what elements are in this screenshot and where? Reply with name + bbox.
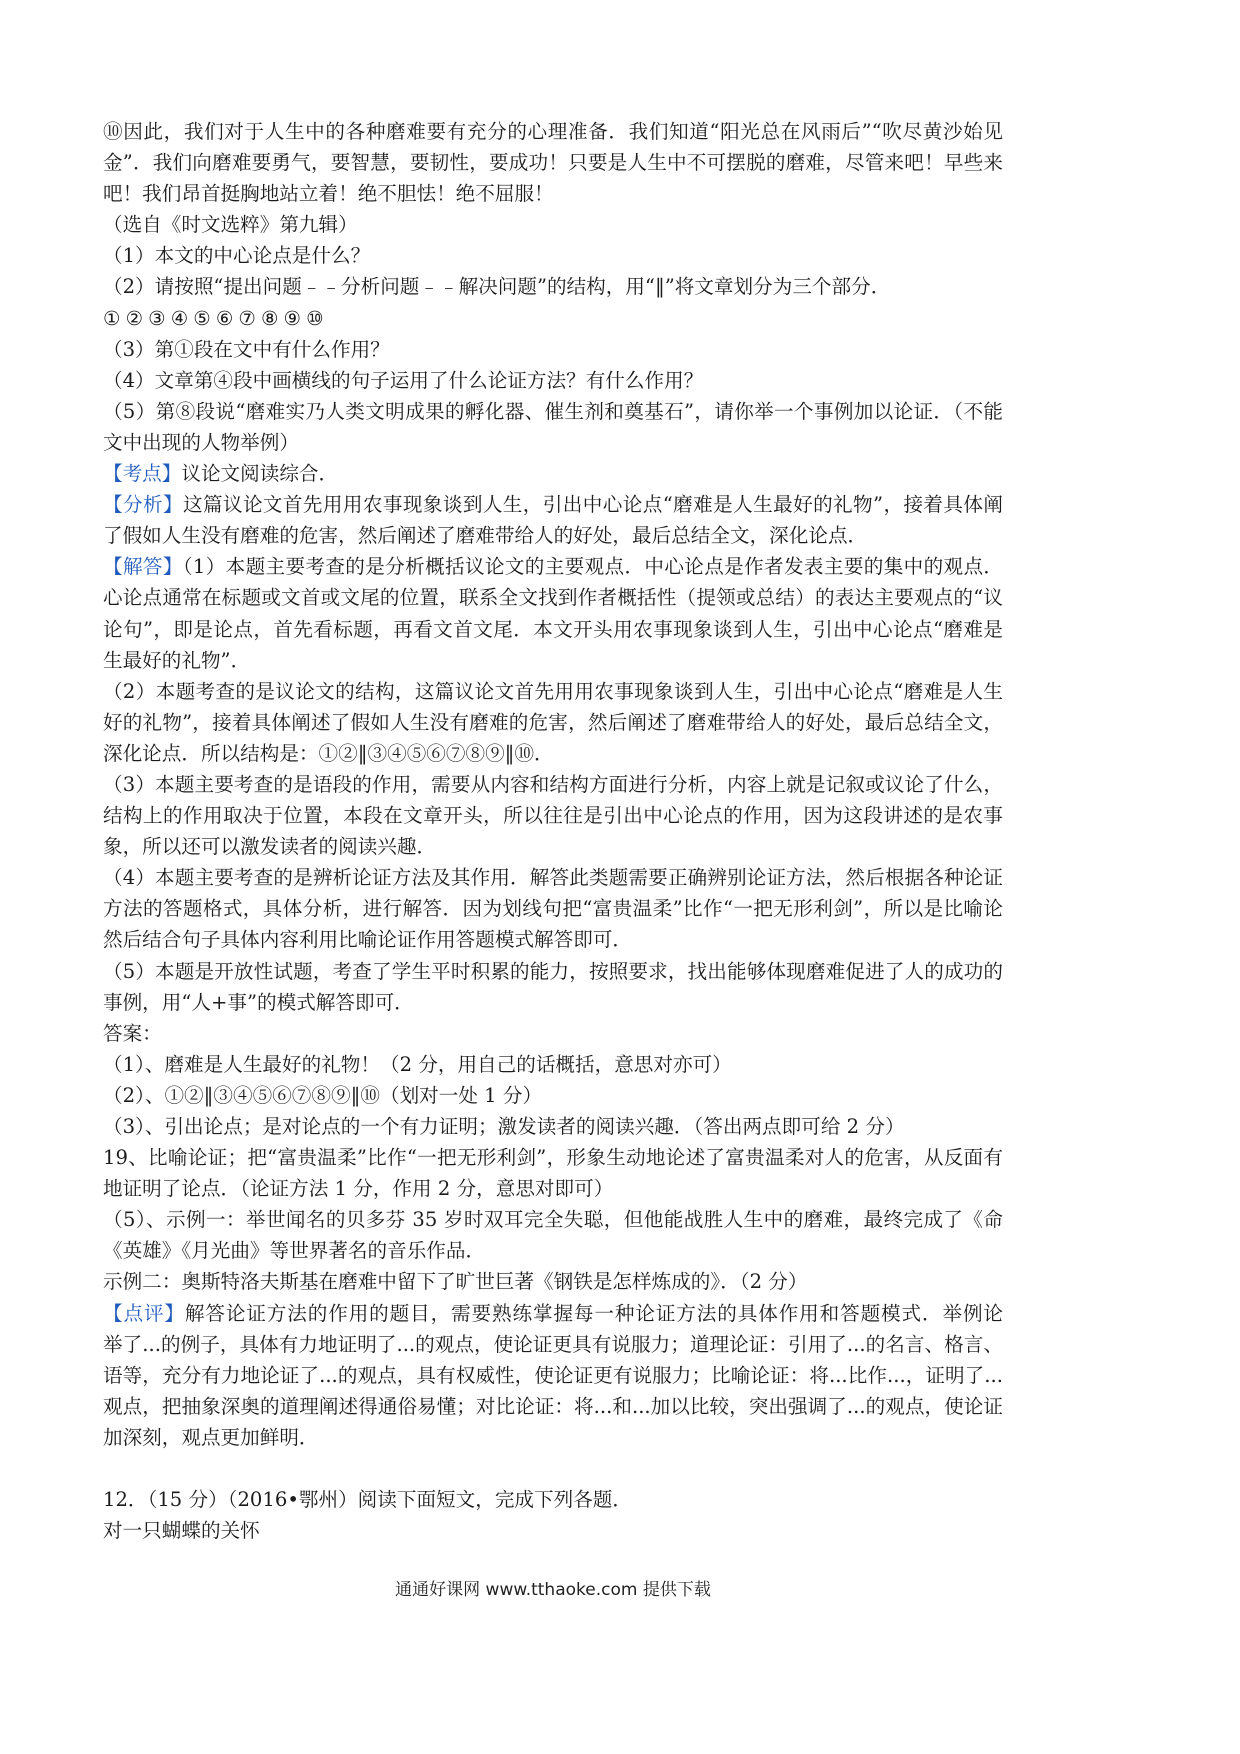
answer-line: （5）、示例一：举世闻名的贝多芬 35 岁时双耳完全失聪，但他能战胜人生中的磨难，最终完成了《命: [103, 1208, 1003, 1232]
solution-line: 然后结合句子具体内容利用比喻论证作用答题模式解答即可．: [103, 928, 633, 952]
answer-line: 19、比喻论证；把“富贵温柔”比作“一把无形利剑”，形象生动地论述了富贵温柔对人的危害，从反面有: [103, 1146, 1003, 1170]
source-note: （选自《时文选粹》第九辑）: [103, 213, 358, 237]
comment-line: 加深刻，观点更加鲜明．: [103, 1425, 319, 1449]
solution-line: 结构上的作用取决于位置，本段在文章开头，所以往往是引出中心论点的作用，因为这段讲述的是农事: [103, 804, 1003, 828]
question-line: 文中出现的人物举例）: [103, 430, 299, 454]
paragraph-10-line: 吧！我们昂首挺胸地站立着！绝不胆怯！绝不屈服！: [103, 182, 554, 206]
question-line: （4）文章第④段中画横线的句子运用了什么论证方法？有什么作用？: [103, 368, 704, 392]
blank-line: [103, 1453, 1003, 1484]
solution-line: 事例，用“人+事”的模式解答即可．: [103, 990, 414, 1014]
solution-line: 论句”，即是论点，首先看标题，再看文首文尾．本文开头用农事现象谈到人生，引出中心论点“磨难是: [103, 617, 1003, 641]
answer-line: （3）、引出论点；是对论点的一个有力证明；激发读者的阅读兴趣．（答出两点即可给 2 分）: [103, 1115, 905, 1138]
solution-line: （2）本题考查的是议论文的结构，这篇议论文首先用用农事现象谈到人生，引出中心论点“磨难是人生: [103, 679, 1003, 703]
solution-line: 深化论点．所以结构是：①②‖③④⑤⑥⑦⑧⑨‖⑩．: [103, 741, 554, 765]
solution-line: （4）本题主要考查的是辨析论证方法及其作用．解答此类题需要正确辨别论证方法，然后根据各种论证: [103, 866, 1003, 890]
solution-line: [103, 551, 1003, 582]
text-column: [103, 116, 1003, 1546]
question-12-header: 12．（15 分）（2016•鄂州）阅读下面短文，完成下列各题．: [103, 1488, 632, 1512]
solution-line: （3）本题主要考查的是语段的作用，需要从内容和结构方面进行分析，内容上就是记叙或议论了什么，: [103, 772, 1003, 796]
answer-line: （1）、磨难是人生最好的礼物！（2 分，用自己的话概括，意思对亦可）: [103, 1052, 732, 1076]
answer-line: 示例二：奥斯特洛夫斯基在磨难中留下了旷世巨著《钢铁是怎样炼成的》．（2 分）: [103, 1270, 808, 1294]
comment-line: 观点，把抽象深奥的道理阐述得通俗易懂；对比论证：将...和...加以比较，突出强调了...的观点，使论证: [103, 1394, 1003, 1418]
analysis-line: [103, 489, 1003, 520]
comment-line: 语等，充分有力地论证了...的观点，具有权威性，使论证更有说服力；比喻论证：将...比作...，证明了...: [103, 1363, 1003, 1387]
solution-line: 心论点通常在标题或文首或文尾的位置，联系全文找到作者概括性（提领或总结）的表达主要观点的“议: [103, 586, 1003, 610]
answer-heading: 答案：: [103, 1021, 162, 1045]
answer-line: 地证明了论点．（论证方法 1 分，作用 2 分，意思对即可）: [103, 1177, 614, 1201]
answer-line: 《英雄》《月光曲》等世界著名的音乐作品．: [103, 1239, 486, 1263]
section-tag-fenxi: 【分析】: [103, 493, 183, 517]
section-tag-dianping: 【点评】: [103, 1301, 185, 1325]
solution-line: 方法的答题格式，具体分析，进行解答．因为划线句把“富贵温柔”比作“一把无形利剑”，所以是比喻论: [103, 897, 1003, 921]
question-line: （3）第①段在文中有什么作用？: [103, 337, 390, 361]
section-tag-kaodian: 【考点】: [103, 462, 182, 486]
comment-line: 举了...的例子，具体有力地证明了...的观点，使论证更具有说服力；道理论证：引用了...的名言、格言、: [103, 1332, 1003, 1356]
question-line: （1）本文的中心论点是什么？: [103, 244, 371, 268]
kaodian-text: 议论文阅读综合．: [181, 462, 339, 486]
comment-text: 解答论证方法的作用的题目，需要熟练掌握每一种论证方法的具体作用和答题模式．举例论: [184, 1301, 1003, 1325]
solution-line: 象，所以还可以激发读者的阅读兴趣．: [103, 835, 437, 859]
solution-text: （1）本题主要考查的是分析概括议论文的主要观点．中心论点是作者发表主要的集中的观点．: [182, 555, 1003, 579]
solution-line: 生最好的礼物”．: [103, 648, 251, 672]
article-title: 对一只蝴蝶的关怀: [103, 1519, 260, 1543]
comment-line: [103, 1298, 1003, 1329]
answer-line: （2）、①②‖③④⑤⑥⑦⑧⑨‖⑩（划对一处 1 分）: [103, 1083, 543, 1107]
analysis-text: 这篇议论文首先用用农事现象谈到人生，引出中心论点“磨难是人生最好的礼物”，接着具体阐: [182, 493, 1003, 517]
paragraph-10-line: ⑩因此，我们对于人生中的各种磨难要有充分的心理准备．我们知道“阳光总在风雨后”“吹尽黄沙始见: [103, 120, 1003, 143]
analysis-line: 了假如人生没有磨难的危害，然后阐述了磨难带给人的好处，最后总结全文，深化论点．: [103, 524, 868, 548]
solution-line: 好的礼物”，接着具体阐述了假如人生没有磨难的危害，然后阐述了磨难带给人的好处，最后总结全文，: [103, 710, 1003, 734]
paragraph-10-line: 金”．我们向磨难要勇气，要智慧，要韧性，要成功！只要是人生中不可摆脱的磨难，尽管来吧！早些来: [103, 151, 1003, 175]
section-tag-jieda: 【解答】: [103, 555, 183, 579]
solution-line: （5）本题是开放性试题，考查了学生平时积累的能力，按照要求，找出能够体现磨难促进了人的成功的: [103, 959, 1003, 983]
question-line: （2）请按照“提出问题﹣﹣分析问题﹣﹣解决问题”的结构，用“‖”将文章划分为三个部分．: [103, 275, 891, 299]
kaodian-line: [103, 458, 1003, 489]
page-footer: 通通好课网 www.tthaoke.com 提供下载: [395, 1580, 711, 1600]
question-line: （5）第⑧段说“磨难实乃人类文明成果的孵化器、催生剂和奠基石”，请你举一个事例加以论证．（不能: [103, 399, 1003, 423]
paragraph-numbers: ①②③④⑤⑥⑦⑧⑨⑩: [103, 306, 329, 330]
